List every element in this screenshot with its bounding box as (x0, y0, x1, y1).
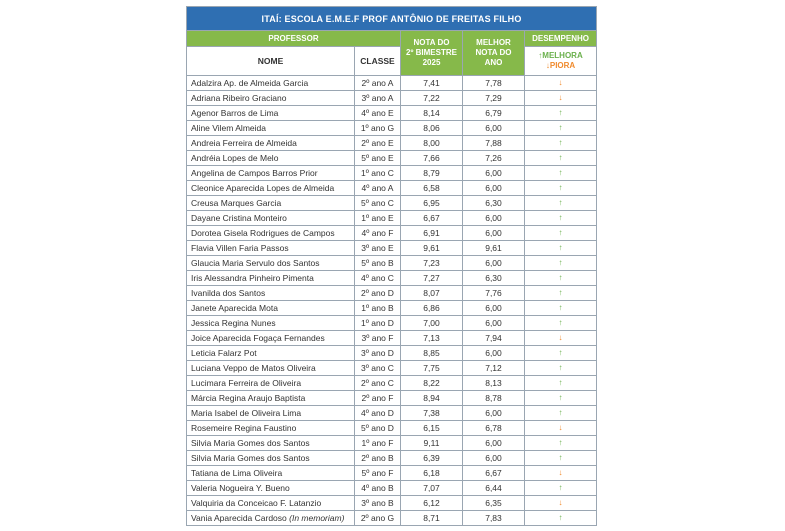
teacher-name (187, 211, 355, 226)
nota-cell: 7,66 (401, 151, 463, 166)
class-cell: 1º ano E (355, 211, 401, 226)
melhor-cell: 6,44 (463, 481, 525, 496)
melhor-cell: 6,00 (463, 451, 525, 466)
arrow-up-icon: ↑ (525, 286, 597, 301)
teacher-name-text: Joice Aparecida Fogaça Fernandes (191, 333, 325, 343)
teacher-name-text: Tatiana de Lima Oliveira (191, 468, 283, 478)
melhor-header (463, 31, 525, 76)
teacher-name (187, 511, 355, 526)
teacher-name (187, 331, 355, 346)
arrow-up-icon: ↑ (525, 121, 597, 136)
arrow-down-icon: ↓ (525, 91, 597, 106)
teacher-name-text: Ivanilda dos Santos (191, 288, 266, 298)
nota-cell: 6,91 (401, 226, 463, 241)
arrow-up-icon: ↑ (525, 376, 597, 391)
nota-cell: 6,18 (401, 466, 463, 481)
legend-piora: ↓PIORA (545, 61, 576, 70)
melhor-cell: 6,00 (463, 256, 525, 271)
desempenho-header: DESEMPENHO (525, 31, 597, 47)
table-row (187, 496, 597, 511)
table-row (187, 301, 597, 316)
arrow-down-icon: ↓ (525, 76, 597, 91)
teacher-name-text: Flavia Villen Faria Passos (191, 243, 289, 253)
table-row (187, 376, 597, 391)
arrow-up-icon: ↑ (525, 211, 597, 226)
arrow-up-icon: ↑ (525, 346, 597, 361)
teacher-name-text: Luciana Veppo de Matos Oliveira (191, 363, 316, 373)
melhor-cell: 9,61 (463, 241, 525, 256)
teacher-name-text: Creusa Marques Garcia (191, 198, 282, 208)
teacher-name-text: Andréia Lopes de Melo (191, 153, 279, 163)
teacher-name (187, 271, 355, 286)
arrow-up-icon: ↑ (525, 181, 597, 196)
nota-cell: 6,12 (401, 496, 463, 511)
table-row (187, 466, 597, 481)
nota-header-line-1: NOTA DO (413, 38, 450, 47)
teacher-name-text: Cleonice Aparecida Lopes de Almeida (191, 183, 335, 193)
nome-header: NOME (187, 47, 355, 76)
nota-cell: 6,95 (401, 196, 463, 211)
teacher-name-text: Silvia Maria Gomes dos Santos (191, 453, 310, 463)
teacher-name (187, 316, 355, 331)
teacher-name (187, 196, 355, 211)
melhor-cell: 8,78 (463, 391, 525, 406)
table-row (187, 136, 597, 151)
melhor-cell: 6,00 (463, 166, 525, 181)
arrow-up-icon: ↑ (525, 271, 597, 286)
arrow-up-icon: ↑ (525, 106, 597, 121)
melhor-cell: 6,00 (463, 316, 525, 331)
arrow-down-icon: ↓ (525, 466, 597, 481)
table-row (187, 406, 597, 421)
teacher-name (187, 91, 355, 106)
grades-table (186, 6, 597, 526)
class-cell: 3º ano F (355, 331, 401, 346)
table-row (187, 511, 597, 526)
melhor-cell: 6,00 (463, 406, 525, 421)
nota-cell: 6,86 (401, 301, 463, 316)
melhor-cell: 6,00 (463, 226, 525, 241)
teacher-name (187, 76, 355, 91)
teacher-name (187, 136, 355, 151)
table-row (187, 196, 597, 211)
arrow-up-icon: ↑ (525, 361, 597, 376)
teacher-name-text: Janete Aparecida Mota (191, 303, 278, 313)
table-row (187, 166, 597, 181)
teacher-name-text: Maria Isabel de Oliveira Lima (191, 408, 302, 418)
teacher-name (187, 376, 355, 391)
legend-melhora: ↑MELHORA (538, 51, 583, 60)
table-row (187, 106, 597, 121)
teacher-name-text: Márcia Regina Araujo Baptista (191, 393, 306, 403)
classe-header: CLASSE (355, 47, 401, 76)
table-row (187, 361, 597, 376)
nota-header-line-3: 2025 (422, 58, 441, 67)
class-cell: 2º ano B (355, 451, 401, 466)
melhor-cell: 6,00 (463, 346, 525, 361)
nota-cell: 8,22 (401, 376, 463, 391)
teacher-name-text: Agenor Barros de Lima (191, 108, 279, 118)
nota-cell: 8,94 (401, 391, 463, 406)
melhor-cell: 7,94 (463, 331, 525, 346)
teacher-name-note: (In memoriam) (289, 513, 345, 523)
melhor-cell: 6,00 (463, 121, 525, 136)
nota-cell: 7,07 (401, 481, 463, 496)
teacher-name-text: Angelina de Campos Barros Prior (191, 168, 318, 178)
class-cell: 4º ano F (355, 226, 401, 241)
grades-table-container (186, 6, 596, 526)
melhor-cell: 6,00 (463, 181, 525, 196)
nota-cell: 7,75 (401, 361, 463, 376)
class-cell: 4º ano B (355, 481, 401, 496)
table-row (187, 256, 597, 271)
teacher-name (187, 226, 355, 241)
melhor-header-line-3: ANO (484, 58, 503, 67)
teacher-name (187, 421, 355, 436)
teacher-name-text: Adriana Ribeiro Graciano (191, 93, 287, 103)
melhor-cell: 7,29 (463, 91, 525, 106)
class-cell: 2º ano D (355, 286, 401, 301)
class-cell: 2º ano G (355, 511, 401, 526)
nota-cell: 7,41 (401, 76, 463, 91)
teacher-name-text: Dayane Cristina Monteiro (191, 213, 287, 223)
teacher-name-text: Iris Alessandra Pinheiro Pimenta (191, 273, 314, 283)
arrow-up-icon: ↑ (525, 241, 597, 256)
teacher-name (187, 241, 355, 256)
arrow-down-icon: ↓ (525, 496, 597, 511)
teacher-name-text: Rosemeire Regina Faustino (191, 423, 297, 433)
table-row (187, 391, 597, 406)
class-cell: 4º ano E (355, 106, 401, 121)
nota-header (401, 31, 463, 76)
class-cell: 3º ano E (355, 241, 401, 256)
nota-cell: 7,00 (401, 316, 463, 331)
teacher-name (187, 301, 355, 316)
class-cell: 3º ano C (355, 361, 401, 376)
melhor-header-line-2: NOTA DO (475, 48, 512, 57)
nota-cell: 7,13 (401, 331, 463, 346)
teacher-name-text: Andreia Ferreira de Almeida (191, 138, 297, 148)
melhor-cell: 6,35 (463, 496, 525, 511)
nota-cell: 7,38 (401, 406, 463, 421)
arrow-up-icon: ↑ (525, 196, 597, 211)
table-row (187, 241, 597, 256)
class-cell: 3º ano A (355, 91, 401, 106)
melhor-cell: 6,00 (463, 436, 525, 451)
class-cell: 2º ano A (355, 76, 401, 91)
arrow-up-icon: ↑ (525, 481, 597, 496)
melhor-header-line-1: MELHOR (476, 38, 511, 47)
arrow-up-icon: ↑ (525, 256, 597, 271)
melhor-cell: 7,78 (463, 76, 525, 91)
nota-cell: 6,67 (401, 211, 463, 226)
table-row (187, 316, 597, 331)
class-cell: 1º ano B (355, 301, 401, 316)
class-cell: 5º ano D (355, 421, 401, 436)
table-row (187, 346, 597, 361)
teacher-name-text: Vania Aparecida Cardoso (191, 513, 287, 523)
nota-cell: 6,15 (401, 421, 463, 436)
arrow-up-icon: ↑ (525, 151, 597, 166)
table-row (187, 331, 597, 346)
arrow-up-icon: ↑ (525, 136, 597, 151)
nota-cell: 8,07 (401, 286, 463, 301)
teacher-name-text: Dorotea Gisela Rodrigues de Campos (191, 228, 335, 238)
arrow-up-icon: ↑ (525, 511, 597, 526)
melhor-cell: 6,30 (463, 271, 525, 286)
teacher-name-text: Jessica Regina Nunes (191, 318, 276, 328)
nota-cell: 7,27 (401, 271, 463, 286)
class-cell: 4º ano D (355, 406, 401, 421)
teacher-name-text: Aline Vilem Almeida (191, 123, 266, 133)
table-body (187, 76, 597, 526)
class-cell: 4º ano A (355, 181, 401, 196)
arrow-up-icon: ↑ (525, 226, 597, 241)
arrow-up-icon: ↑ (525, 436, 597, 451)
class-cell: 2º ano F (355, 391, 401, 406)
teacher-name-text: Glaucia Maria Servulo dos Santos (191, 258, 320, 268)
nota-cell: 8,71 (401, 511, 463, 526)
melhor-cell: 7,88 (463, 136, 525, 151)
melhor-cell: 6,78 (463, 421, 525, 436)
teacher-name (187, 151, 355, 166)
class-cell: 1º ano G (355, 121, 401, 136)
nota-cell: 8,00 (401, 136, 463, 151)
class-cell: 3º ano B (355, 496, 401, 511)
arrow-up-icon: ↑ (525, 391, 597, 406)
nota-cell: 8,85 (401, 346, 463, 361)
nota-cell: 8,79 (401, 166, 463, 181)
teacher-name (187, 451, 355, 466)
teacher-name (187, 166, 355, 181)
class-cell: 3º ano D (355, 346, 401, 361)
table-row (187, 286, 597, 301)
class-cell: 5º ano F (355, 466, 401, 481)
table-row (187, 91, 597, 106)
arrow-up-icon: ↑ (525, 316, 597, 331)
teacher-name (187, 346, 355, 361)
class-cell: 5º ano E (355, 151, 401, 166)
table-row (187, 436, 597, 451)
teacher-name (187, 436, 355, 451)
teacher-name (187, 481, 355, 496)
desempenho-legend (525, 47, 597, 76)
nota-cell: 6,58 (401, 181, 463, 196)
teacher-name-text: Silvia Maria Gomes dos Santos (191, 438, 310, 448)
table-row (187, 271, 597, 286)
class-cell: 1º ano F (355, 436, 401, 451)
table-row (187, 181, 597, 196)
nota-header-line-2: 2º BIMESTRE (406, 48, 457, 57)
nota-cell: 8,14 (401, 106, 463, 121)
arrow-down-icon: ↓ (525, 421, 597, 436)
melhor-cell: 7,83 (463, 511, 525, 526)
teacher-name (187, 406, 355, 421)
arrow-up-icon: ↑ (525, 301, 597, 316)
professor-header: PROFESSOR (187, 31, 401, 47)
table-row (187, 151, 597, 166)
table-row (187, 76, 597, 91)
teacher-name (187, 181, 355, 196)
class-cell: 1º ano C (355, 166, 401, 181)
teacher-name (187, 496, 355, 511)
arrow-up-icon: ↑ (525, 451, 597, 466)
teacher-name-text: Valeria Nogueira Y. Bueno (191, 483, 290, 493)
arrow-up-icon: ↑ (525, 406, 597, 421)
melhor-cell: 6,00 (463, 301, 525, 316)
table-row (187, 211, 597, 226)
melhor-cell: 7,26 (463, 151, 525, 166)
teacher-name-text: Leticia Falarz Pot (191, 348, 257, 358)
melhor-cell: 6,67 (463, 466, 525, 481)
teacher-name-text: Valquiria da Conceicao F. Latanzio (191, 498, 322, 508)
teacher-name (187, 121, 355, 136)
class-cell: 5º ano B (355, 256, 401, 271)
class-cell: 4º ano C (355, 271, 401, 286)
teacher-name-text: Adalzira Ap. de Almeida Garcia (191, 78, 309, 88)
class-cell: 1º ano D (355, 316, 401, 331)
class-cell: 5º ano C (355, 196, 401, 211)
arrow-down-icon: ↓ (525, 331, 597, 346)
melhor-cell: 6,00 (463, 211, 525, 226)
nota-cell: 8,06 (401, 121, 463, 136)
teacher-name-text: Lucimara Ferreira de Oliveira (191, 378, 302, 388)
melhor-cell: 6,79 (463, 106, 525, 121)
teacher-name (187, 391, 355, 406)
table-row (187, 226, 597, 241)
nota-cell: 7,22 (401, 91, 463, 106)
melhor-cell: 7,76 (463, 286, 525, 301)
table-row (187, 481, 597, 496)
melhor-cell: 6,30 (463, 196, 525, 211)
melhor-cell: 7,12 (463, 361, 525, 376)
table-title: ITAÍ: ESCOLA E.M.E.F PROF ANTÔNIO DE FREITAS FILHO (187, 7, 597, 31)
nota-cell: 9,11 (401, 436, 463, 451)
nota-cell: 9,61 (401, 241, 463, 256)
teacher-name (187, 106, 355, 121)
table-row (187, 421, 597, 436)
class-cell: 2º ano E (355, 136, 401, 151)
teacher-name (187, 256, 355, 271)
teacher-name (187, 286, 355, 301)
arrow-up-icon: ↑ (525, 166, 597, 181)
table-row (187, 121, 597, 136)
teacher-name (187, 466, 355, 481)
nota-cell: 6,39 (401, 451, 463, 466)
teacher-name (187, 361, 355, 376)
melhor-cell: 8,13 (463, 376, 525, 391)
nota-cell: 7,23 (401, 256, 463, 271)
table-row (187, 451, 597, 466)
class-cell: 2º ano C (355, 376, 401, 391)
